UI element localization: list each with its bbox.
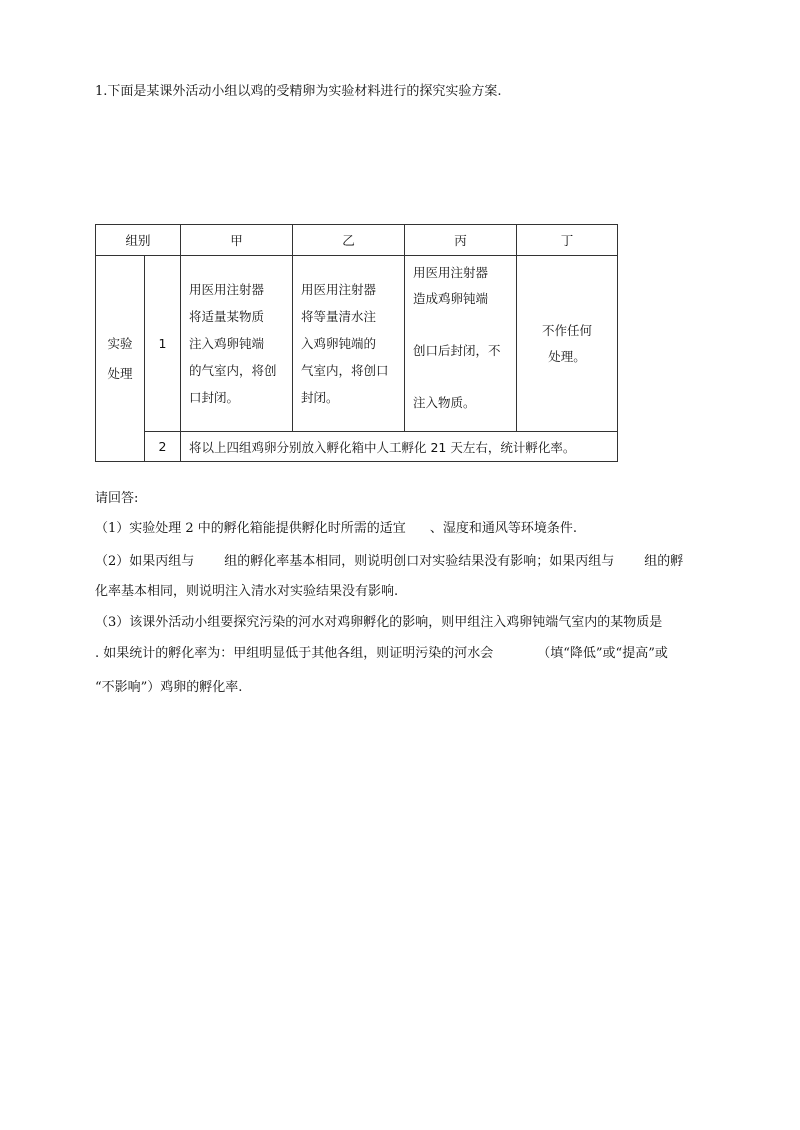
table-row-step2 — [96, 432, 618, 462]
question-1 — [95, 517, 577, 536]
cell-line: 注入物质。 — [413, 395, 476, 410]
question-3-line3: “不影响”）鸡卵的孵化率. — [95, 680, 243, 695]
row-label-line2: 处理 — [107, 365, 133, 381]
cell-yi — [293, 256, 405, 432]
cell-line: 将适量某物质 — [189, 309, 265, 324]
question-3-line1: （3）该课外活动小组要探究污染的河水对鸡卵孵化的影响，则甲组注入鸡卵钝端气室内的某物质是 — [95, 615, 663, 630]
cell-line: 口封闭。 — [189, 390, 240, 405]
question-2-line2: 化率基本相同，则说明注入清水对实验结果没有影响. — [95, 584, 399, 599]
row-label-line1: 实验 — [107, 335, 133, 351]
q2-part2: 组的孵化率基本相同，则说明创口对实验结果没有影响；如果丙组与 — [224, 554, 615, 569]
cell-line: 创口后封闭，不 — [413, 343, 501, 358]
cell-line: 将等量清水注 — [301, 309, 377, 324]
step1-number: 1 — [145, 256, 181, 432]
experiment-table — [95, 224, 618, 462]
cell-jia — [181, 256, 293, 432]
answer-prompt: 请回答: — [95, 491, 139, 506]
question-title: 1.下面是某课外活动小组以鸡的受精卵为实验材料进行的探究实验方案. — [95, 84, 502, 99]
q3-line2-a: . 如果统计的孵化率为：甲组明显低于其他各组，则证明污染的河水会 — [95, 646, 494, 661]
cell-line: 不作任何 — [541, 322, 592, 338]
table-header-row — [96, 225, 618, 256]
cell-line: 造成鸡卵钝端 — [413, 291, 489, 306]
q3-line2-b: （填“降低”或“提高”或 — [537, 646, 668, 661]
cell-line: 用医用注射器 — [301, 282, 377, 297]
q2-part3: 组的孵 — [644, 554, 684, 569]
q1-after: 、湿度和通风等环境条件. — [429, 521, 577, 536]
cell-line: 注入鸡卵钝端 — [189, 336, 265, 351]
header-group-bing: 丙 — [405, 225, 517, 256]
cell-ding — [517, 256, 618, 432]
cell-line: 用医用注射器 — [189, 282, 265, 297]
question-3-line2 — [95, 642, 668, 661]
step2-number: 2 — [145, 432, 181, 462]
header-group-ding: 丁 — [517, 225, 618, 256]
cell-line: 气室内，将创口 — [301, 363, 389, 378]
cell-bing — [405, 256, 517, 432]
header-group-jia: 甲 — [181, 225, 293, 256]
table-row-step1 — [96, 256, 618, 432]
question-2-line1 — [95, 550, 683, 569]
q2-part1: （2）如果丙组与 — [95, 554, 195, 569]
cell-line: 的气室内，将创 — [189, 363, 277, 378]
header-group-label: 组别 — [96, 225, 181, 256]
q1-before: （1）实验处理 2 中的孵化箱能提供孵化时所需的适宜 — [95, 521, 406, 536]
cell-line: 封闭。 — [301, 390, 339, 405]
cell-line: 处理。 — [548, 348, 586, 364]
cell-line: 用医用注射器 — [413, 265, 489, 280]
header-group-yi: 乙 — [293, 225, 405, 256]
step2-text: 将以上四组鸡卵分别放入孵化箱中人工孵化 21 天左右，统计孵化率。 — [181, 432, 618, 462]
cell-line: 入鸡卵钝端的 — [301, 336, 377, 351]
row-label — [96, 256, 145, 462]
